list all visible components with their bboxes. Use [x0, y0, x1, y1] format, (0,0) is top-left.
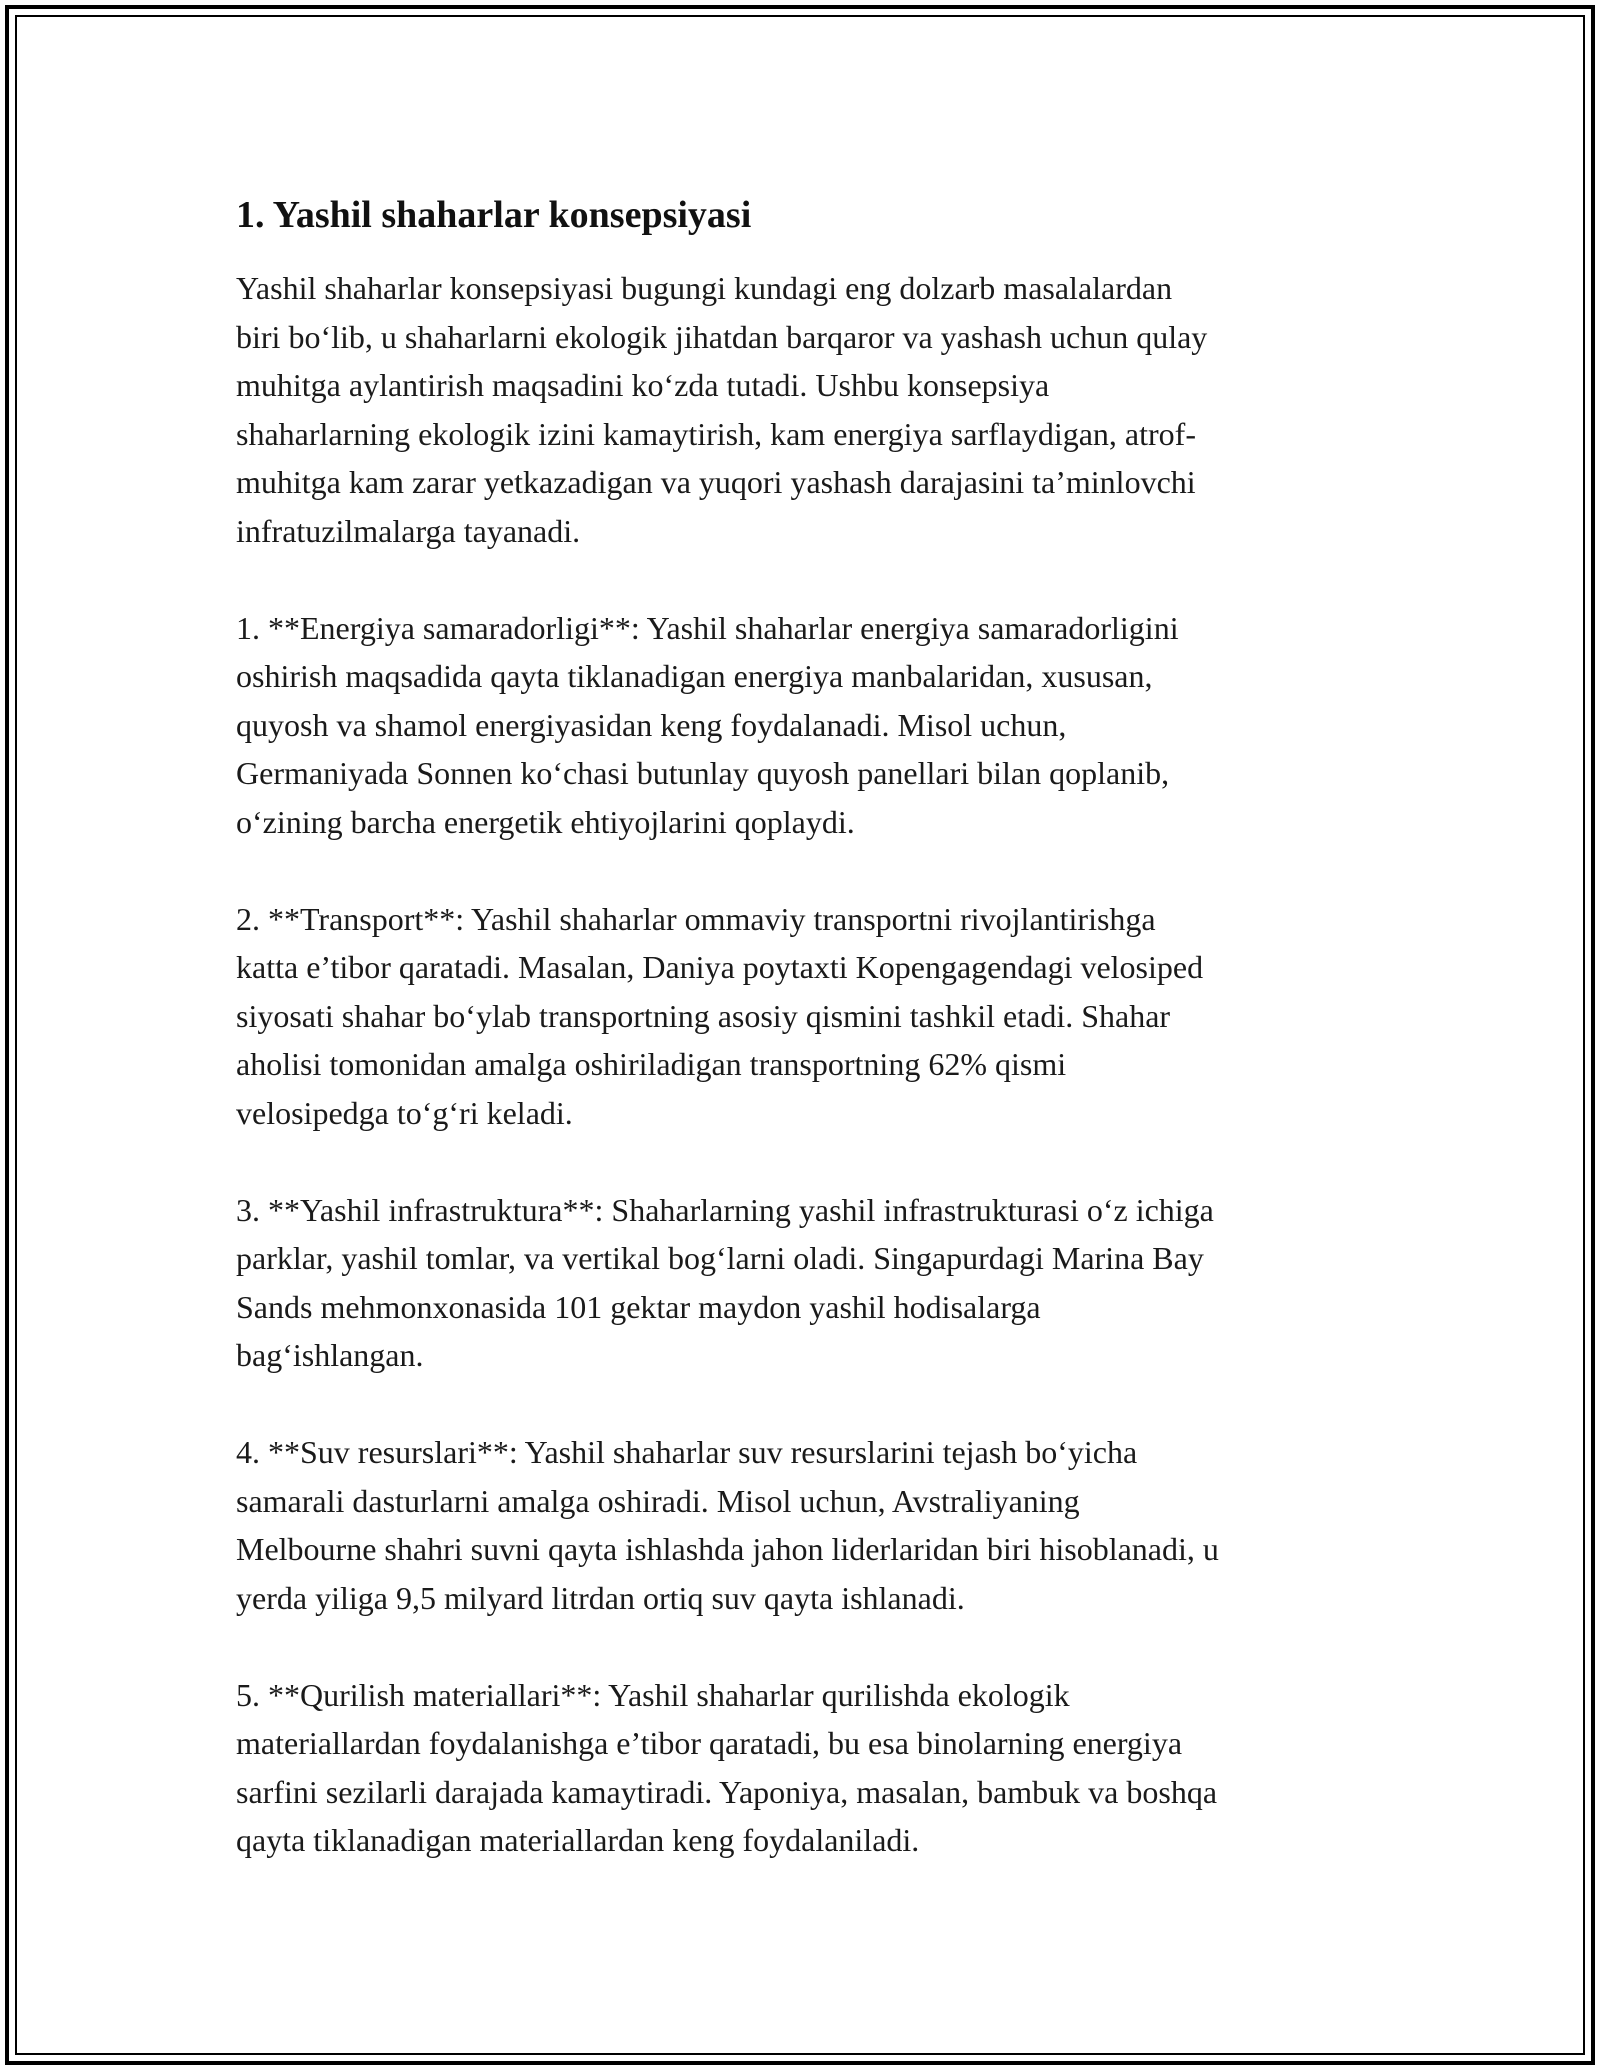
intro-paragraph: Yashil shaharlar konsepsiyasi bugungi kundagi eng dolzarb masalalardan biri bo‘lib, u shaharlarni ekologik jihatdan barqaror va yashash uchun qulay muhitga aylantirish maqsadini ko‘zda tutadi. Ushbu konsepsiya shaharlarning ekologik izini kamaytirish, kam energiya sarflaydigan, atrof- muhitga kam zarar yetkazadigan va yuqori yashash darajasini ta’minlovchi infratuzilmalarga tayanadi. [236, 270, 1208, 549]
paragraph-energy-efficiency: 1. **Energiya samaradorligi**: Yashil shaharlar energiya samaradorligini oshirish maqsadida qayta tiklanadigan energiya manbalaridan, xususan, quyosh va shamol energiyasidan keng foydalanadi. Misol uchun, Germaniyada Sonnen ko‘chasi butunlay quyosh panellari bilan qoplanib, o‘zining barcha energetik ehtiyojlarini qoplaydi. [236, 609, 1179, 840]
paragraph-building-materials: 5. **Qurilish materiallari**: Yashil shaharlar qurilishda ekologik materiallardan foydalanishga e’tibor qaratadi, bu esa binolarning energiya sarfini sezilarli darajada kamaytiradi. Yaponiya, masalan, bambuk va boshqa qayta tiklanadigan materiallardan keng foydalaniladi. [236, 1676, 1218, 1858]
paragraph-transport: 2. **Transport**: Yashil shaharlar ommaviy transportni rivojlantirishga katta e’tibor qaratadi. Masalan, Daniya poytaxti Kopengagendagi velosiped siyosati shahar bo‘ylab transportning asosiy qismini tashkil etadi. Shahar aholisi tomonidan amalga oshiriladigan transportning 62% qismi velosipedga to‘g‘ri keladi. [236, 900, 1204, 1131]
paragraph-water-resources: 4. **Suv resurslari**: Yashil shaharlar suv resurslarini tejash bo‘yicha samarali dasturlarni amalga oshiradi. Misol uchun, Avstraliyaning Melbourne shahri suvni qayta ishlashda jahon liderlaridan biri hisoblanadi, u yerda yiliga 9,5 milyard litrdan ortiq suv qayta ishlanadi. [236, 1434, 1219, 1616]
document-body [236, 188, 1376, 1865]
document-title: 1. Yashil shaharlar konsepsiyasi [236, 194, 752, 236]
paragraph-green-infrastructure: 3. **Yashil infrastruktura**: Shaharlarning yashil infrastrukturasi o‘z ichiga parklar, yashil tomlar, va vertikal bog‘larni oladi. Singapurdagi Marina Bay Sands mehmonxonasida 101 gektar maydon yashil hodisalarga bag‘ishlangan. [236, 1191, 1214, 1373]
